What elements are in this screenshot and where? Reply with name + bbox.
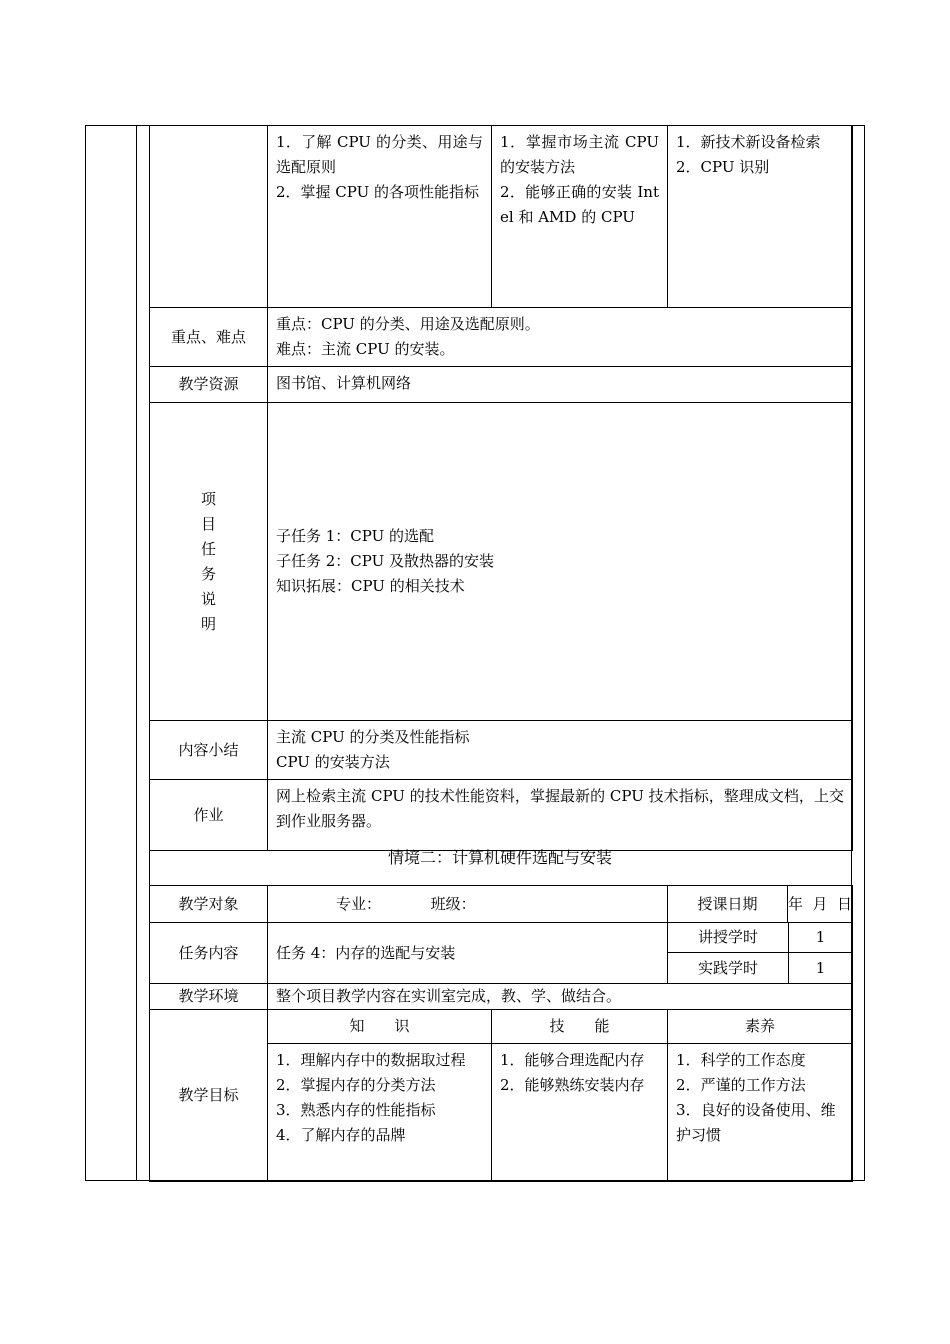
class-field: 班级：: [430, 894, 476, 913]
env-label: 教学环境: [150, 984, 268, 1010]
practice-hours-value: 1: [815, 958, 826, 977]
hours-cell: [668, 923, 853, 984]
date-value: 年 月 日: [787, 894, 853, 913]
lecture-hours-value: 1: [815, 928, 826, 946]
task-label: 任务内容: [150, 923, 268, 984]
goal-row: [150, 126, 853, 308]
quality-cell: [668, 1044, 853, 1182]
goal-knowledge-item: 1．了解 CPU 的分类、用途与选配原则: [276, 133, 483, 176]
subtask-line: 子任务 2：CPU 及散热器的安装: [276, 552, 495, 570]
goal-skill-cell: [492, 126, 668, 308]
skill-header: 技 能: [492, 1010, 668, 1044]
task-desc-label-char: 目: [200, 514, 216, 533]
resources-row: [150, 367, 853, 403]
target-label: 教学对象: [150, 886, 268, 923]
date-label: 授课日期: [668, 886, 788, 922]
knowledge-item: 2．掌握内存的分类方法: [276, 1076, 436, 1094]
goal-quality-cell: [668, 126, 853, 308]
skill-cell: [492, 1044, 668, 1182]
summary-cell: [268, 721, 853, 780]
target-cell: [268, 886, 668, 923]
date-cell: [668, 886, 853, 923]
goal-knowledge-item: 2．掌握 CPU 的各项性能指标: [276, 183, 480, 201]
quality-item: 2．严谨的工作方法: [676, 1076, 806, 1094]
task-desc-label: [150, 403, 268, 721]
key-points-row: [150, 308, 853, 367]
env-row: [150, 984, 853, 1010]
task-desc-label-char: 任: [200, 539, 216, 558]
task-desc-label-char: 说: [200, 589, 216, 608]
practice-hours-label: 实践学时: [668, 953, 789, 983]
homework-value: 网上检索主流 CPU 的技术性能资料，掌握最新的 CPU 技术指标，整理成文档，上交到作业服务器。: [268, 780, 853, 851]
goal-skill-item: 1．掌握市场主流 CPU 的安装方法: [500, 133, 659, 176]
quality-item: 3．良好的设备使用、维护习惯: [676, 1101, 836, 1144]
resources-value: 图书馆、计算机网络: [268, 367, 853, 403]
section-title: 情境二：计算机硬件选配与安装: [387, 848, 612, 867]
knowledge-item: 4．了解内存的品牌: [276, 1126, 406, 1144]
key-points-cell: [268, 308, 853, 367]
env-value: 整个项目教学内容在实训室完成，教、学、做结合。: [268, 984, 853, 1010]
key-point-line: 难点：主流 CPU 的安装。: [276, 340, 455, 358]
goal-label-cell: [150, 126, 268, 308]
task-desc-cell: [268, 403, 853, 721]
target-row: [150, 886, 853, 923]
skill-item: 1．能够合理选配内存: [500, 1051, 645, 1069]
knowledge-cell: [268, 1044, 492, 1182]
summary-line: 主流 CPU 的分类及性能指标: [276, 728, 470, 746]
lecture-hours-label: 讲授学时: [668, 923, 789, 952]
goal-skill-item: 2．能够正确的安装 Intel 和 AMD 的 CPU: [500, 183, 659, 226]
goal-knowledge-cell: [268, 126, 492, 308]
summary-label: 内容小结: [150, 721, 268, 780]
subtask-line: 知识拓展：CPU 的相关技术: [276, 577, 465, 595]
goals-label: 教学目标: [150, 1010, 268, 1182]
summary-line: CPU 的安装方法: [276, 753, 390, 771]
task-value: 任务 4：内存的选配与安装: [268, 923, 668, 984]
task-desc-label-char: 明: [200, 614, 216, 633]
task-desc-label-char: 务: [200, 564, 216, 583]
summary-row: [150, 721, 853, 780]
skill-item: 2．能够熟练安装内存: [500, 1076, 645, 1094]
goal-quality-item: 2．CPU 识别: [676, 158, 770, 176]
knowledge-header: 知 识: [268, 1010, 492, 1044]
homework-label: 作业: [150, 780, 268, 851]
homework-row: [150, 780, 853, 851]
key-point-line: 重点：CPU 的分类、用途及选配原则。: [276, 315, 540, 333]
quality-item: 1．科学的工作态度: [676, 1051, 806, 1069]
task-row: [150, 923, 853, 984]
frame-divider: [136, 125, 137, 1181]
goals-header-row: [150, 1010, 853, 1044]
key-points-label: 重点、难点: [150, 308, 268, 367]
goal-quality-item: 1．新技术新设备检索: [676, 133, 821, 151]
bottom-table: [149, 885, 853, 1182]
subtask-line: 子任务 1：CPU 的选配: [276, 527, 435, 545]
task-desc-row: [150, 403, 853, 721]
knowledge-item: 1．理解内存中的数据取过程: [276, 1051, 466, 1069]
resources-label: 教学资源: [150, 367, 268, 403]
knowledge-item: 3．熟悉内存的性能指标: [276, 1101, 436, 1119]
top-table: [149, 125, 853, 851]
major-field: 专业：: [336, 894, 382, 913]
task-desc-label-char: 项: [200, 489, 216, 508]
quality-header: 素养: [668, 1010, 853, 1044]
